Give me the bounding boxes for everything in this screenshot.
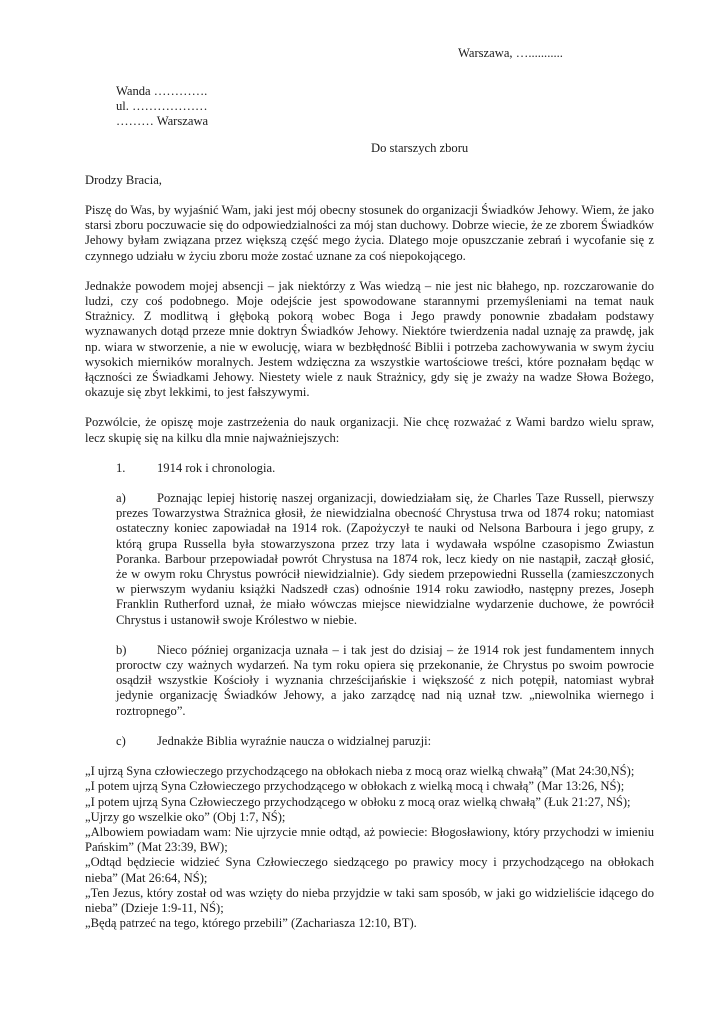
section-heading — [85, 461, 654, 476]
point-c — [85, 734, 654, 749]
quote-item: „I potem ujrzą Syna Człowieczego przychodzącego w obłokach z wielką mocą i chwałą” (Mar 13:26, NŚ); — [85, 779, 625, 794]
bible-quotes — [85, 764, 654, 931]
paragraph-intro: Piszę do Was, by wyjaśnić Wam, jaki jest mój obecny stosunek do organizacji Świadków Jehowy. Wiem, że jako starsi zboru poczuwacie się do odpowiedzialności za mój stan duchowy. Dobrze wiecie, że ze zborem Świadków Jehowy byłam związana przez większą część mego życia. Dlatego moje opuszczanie zebrań i wycofanie się z czynnego udziału w życiu zboru może zostać uznane za coś niepokojącego. — [85, 203, 654, 263]
quote-item: „Będą patrzeć na tego, którego przebili” (Zachariasza 12:10, BT). — [85, 916, 417, 931]
letter-body — [85, 203, 654, 931]
date-line: Warszawa, …........... — [458, 46, 563, 60]
point-c-letter: c) — [116, 733, 126, 748]
recipient-line: Do starszych zboru — [371, 141, 469, 155]
quote-item: „Odtąd będziecie widzieć Syna Człowieczego siedzącego po prawicy mocy i przychodzącego na obłokach nieba” (Mat 26:64, NŚ); — [85, 855, 654, 885]
quote-item: „Ten Jezus, który został od was wzięty do nieba przyjdzie w taki sam sposób, w jaki go widzieliście idącego do nieba” (Dzieje 1:9-11, NŚ); — [85, 885, 654, 915]
section-title: 1914 rok i chronologia. — [157, 460, 276, 475]
point-b — [85, 643, 654, 719]
sender-city: ……… Warszawa — [116, 114, 209, 129]
quote-item: „Ujrzy go wszelkie oko” (Obj 1:7, NŚ); — [85, 809, 286, 824]
point-b-text: Nieco później organizacja uznała – i tak jest do dzisiaj – że 1914 rok jest fundamentem innych proroctw czy ważnych wydarzeń. Na tym roku opiera się przekonanie, że Chrystus po swoim powrocie osądził wszystkie Kościoły i wyznania chrześcijańskie i większość z nich potępił, natomiast wybrał jedynie organizację Świadków Jehowy, a jako zarządcę nad nią uznał tzw. „niewolnika wiernego i roztropnego”. — [116, 642, 654, 718]
quote-item: „I potem ujrzą Syna Człowieczego przychodzącego w obłoku z mocą oraz wielką chwałą” (Łuk 21:27, NŚ); — [85, 794, 631, 809]
point-a — [85, 491, 654, 628]
greeting: Drodzy Bracia, — [85, 173, 162, 187]
section-number: 1. — [116, 460, 126, 475]
sender-address — [116, 84, 208, 130]
point-a-letter: a) — [116, 491, 126, 506]
point-a-text: Poznając lepiej historię naszej organizacji, dowiedziałam się, że Charles Taze Russell, pierwszy prezes Towarzystwa Strażnica głosił, że niewidzialna obecność Chrystusa trwa od 1874 roku; natomiast ostateczny koniec zapowiadał na 1914 rok. (Zapożyczył te nauki od Nelsona Barboura i jego grupy, z którą grupa Russella była stowarzyszona przez trzy lata i wydawała wspólne czasopismo Zwiastun Poranka. Barbour przepowiadał powrót Chrystusa na 1874 rok, lecz kiedy on nie nastąpił, zaczął głosić, że w owym roku Chrystus powrócił niewidzialnie). Gdy siedem przepowiedni Russella (zamieszczonych w pierwszym wydaniu książki Nadszedł czas) odnośnie 1914 roku zawiodło, następny prezes, Joseph Franklin Rutherford uznał, że miało wówczas miejsce niewidzialne wydarzenie duchowe, że powrócił Chrystus i ustanowił swoje Królestwo w niebie. — [116, 491, 654, 627]
quote-item: „I ujrzą Syna człowieczego przychodzącego na obłokach nieba z mocą oraz wielką chwałą” (Mat 24:30,NŚ); — [85, 764, 635, 779]
paragraph-reasons: Jednakże powodem mojej absencji – jak niektórzy z Was wiedzą – nie jest nic błahego, np. rozczarowanie do ludzi, czy coś podobnego. Moje odejście jest spowodowane starannymi przemyśleniami na temat nauk Strażnicy. Z modlitwą i głęboką pokorą wobec Boga i Jego prawdy ponownie zbadałam podstawy wyznawanych dotąd przeze mnie doktryn Świadków Jehowy. Niektóre twierdzenia nadal uznaję za prawdę, jak np. wiara w stworzenie, a nie w ewolucję, wiara w bezbłędność Biblii i potrzeba zachowywania w swym życiu wysokich mierników moralnych. Jestem wdzięczna za wszystkie wartościowe treści, które poznałam będąc w łączności ze Świadkami Jehowy. Niestety wiele z nauk Strażnicy, gdy się je zważy na wadze Słowa Bożego, okazuje się zbyt lekkimi, to jest fałszywymi. — [85, 278, 654, 400]
paragraph-objections: Pozwólcie, że opiszę moje zastrzeżenia do nauk organizacji. Nie chcę rozważać z Wami bardzo wielu spraw, lecz skupię się na kilku dla mnie najważniejszych: — [85, 415, 654, 445]
point-c-text: Jednakże Biblia wyraźnie naucza o widzialnej paruzji: — [157, 733, 432, 748]
sender-name: Wanda …………. — [116, 84, 208, 98]
quote-item: „Albowiem powiadam wam: Nie ujrzycie mnie odtąd, aż powiecie: Błogosławiony, który przychodzi w imieniu Pańskim” (Mat 23:39, BW); — [85, 824, 654, 855]
sender-street: ul. ……………… — [116, 99, 208, 114]
point-b-letter: b) — [116, 642, 127, 657]
